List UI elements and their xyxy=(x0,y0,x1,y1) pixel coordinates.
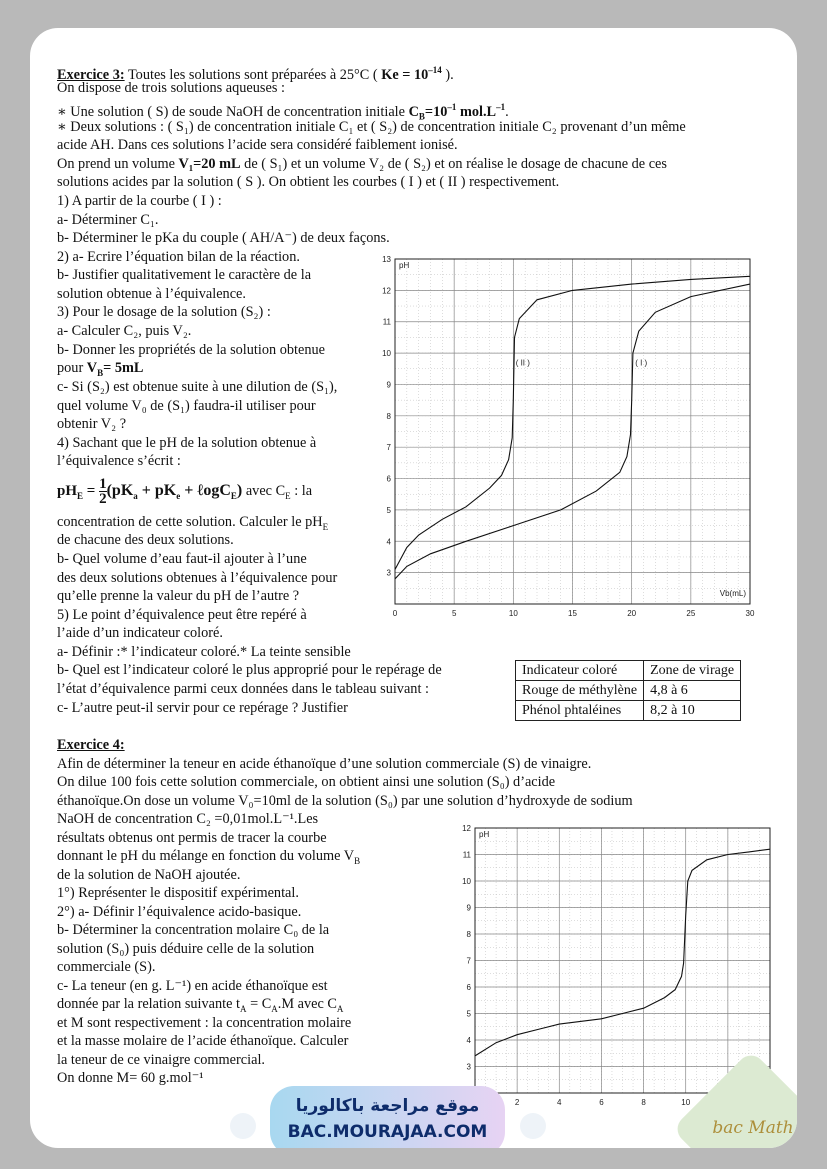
x-tick-label: 15 xyxy=(568,609,577,618)
phe-sub: E xyxy=(322,521,329,532)
ex3-q4a-2: l’équivalence s’écrit : xyxy=(57,453,181,469)
ex3-q2b-2: solution obtenue à l’équivalence. xyxy=(57,286,246,302)
table-header-cell: Zone de virage xyxy=(644,661,741,681)
y-tick-label: 7 xyxy=(466,956,471,966)
y-tick-label: 11 xyxy=(462,850,471,860)
ca-sub: A xyxy=(271,1003,278,1014)
sol-s-text: ∗ Une solution ( S) de soude NaOH de concentration initiale xyxy=(57,103,409,120)
ta-text: donnée par la relation suivante t xyxy=(57,996,241,1012)
x-tick-label: 0 xyxy=(392,609,398,618)
table-header-cell: Indicateur coloré xyxy=(516,661,644,681)
table-row xyxy=(516,701,741,721)
left-logo-icon xyxy=(230,1113,256,1139)
v1-prefix: On prend un volume xyxy=(57,156,179,172)
ca-sub-2: A xyxy=(336,1003,344,1014)
banner-url[interactable]: BAC.MOURAJAA.COM xyxy=(287,1122,488,1142)
ex3-line-6 xyxy=(57,155,667,173)
y-tick-label: 8 xyxy=(386,411,391,421)
y-tick-label: 11 xyxy=(382,317,391,327)
formula-a: a xyxy=(133,491,138,501)
ex3-line-4: ∗ Deux solutions : ( S₁) de concentration initiale C₁ et ( S₂) de concentration initiale C₂ provenant d’un même xyxy=(57,119,686,135)
y-tick-label: 9 xyxy=(466,903,471,913)
formula-after-end: : la xyxy=(290,483,313,499)
ke-exponent: –14 xyxy=(428,65,442,75)
cb-unit-exp: –1 xyxy=(496,102,506,112)
ex3-q5b-1: b- Quel est l’indicateur coloré le plus approprié pour le repérage de xyxy=(57,662,442,678)
ph-formula xyxy=(57,475,312,512)
y-axis-label: pH xyxy=(399,261,410,270)
ex4-line-3: éthanoïque.On dose un volume V₀=10ml de la solution (S₀) par une solution d’hydroxyde de sodium xyxy=(57,793,633,809)
curve-label: ( II ) xyxy=(515,358,530,368)
vb-sub: B xyxy=(97,367,104,378)
ex4-line-1: Afin de déterminer la teneur en acide éthanoïque d’une solution commerciale (S) de vinaigre. xyxy=(57,756,592,772)
ex3-q1b: b- Déterminer le pKa du couple ( AH/A⁻) de deux façons. xyxy=(57,230,390,246)
ex4-line-2: On dilue 100 fois cette solution commerciale, on obtient ainsi une solution (S₀) d’acide xyxy=(57,774,556,790)
y-tick-label: 3 xyxy=(386,568,391,578)
ex3-q5b-2: l’état d’équivalence parmi ceux données dans le tableau suivant : xyxy=(57,681,429,697)
ex3-q4a-1: 4) Sachant que le pH de la solution obtenue à xyxy=(57,435,317,451)
ex3-q5-2: l’aide d’un indicateur coloré. xyxy=(57,625,223,641)
ex3-q4b-3: qu’elle prenne la valeur du pH de l’autre ? xyxy=(57,588,300,604)
ex4-title-text: Exercice 4: xyxy=(57,737,125,753)
worksheet-page xyxy=(30,28,797,1148)
ex3-q1a: a- Déterminer C₁. xyxy=(57,212,159,228)
y-tick-label: 5 xyxy=(386,505,391,515)
y-tick-label: 8 xyxy=(466,930,471,939)
y-tick-label: 4 xyxy=(386,537,391,547)
y-axis-label: pH xyxy=(479,830,490,839)
phe-text: concentration de cette solution. Calculer le pH xyxy=(57,514,323,530)
ex4-line-5: résultats obtenus ont permis de tracer la courbe xyxy=(57,830,327,846)
y-tick-label: 12 xyxy=(382,286,391,296)
ex4-line-4: NaOH de concentration C₂ =0,01mol.L⁻¹.Les xyxy=(57,811,319,827)
x-tick-label: 20 xyxy=(627,609,637,618)
ex4-q2c-1: c- La teneur (en g. L⁻¹) en acide éthanoïque est xyxy=(57,978,328,994)
x-tick-label: 10 xyxy=(508,609,518,618)
ex3-q4b-1: b- Quel volume d’eau faut-il ajouter à l’une xyxy=(57,551,307,567)
ex4-q2c-4: et la masse molaire de l’acide éthanoïque. Calculer xyxy=(57,1033,349,1049)
cb-unit: mol.L xyxy=(456,103,497,120)
y-tick-label: 9 xyxy=(386,380,391,390)
cb-exp: –1 xyxy=(447,102,457,112)
ex3-title: Exercice 3: xyxy=(57,66,125,83)
x-tick-label: 30 xyxy=(745,609,755,618)
ex3-line-7: solutions acides par la solution ( S ). On obtient les courbes ( I ) et ( II ) respectivement. xyxy=(57,174,560,190)
y-tick-label: 7 xyxy=(386,443,391,453)
ex3-q2b-1: b- Justifier qualitativement le caractère de la xyxy=(57,267,312,283)
ke-value: Ke = 10 xyxy=(381,66,429,83)
ex3-q3b-1: b- Donner les propriétés de la solution obtenue xyxy=(57,342,325,358)
ex4-q1: 1°) Représenter le dispositif expérimental. xyxy=(57,885,299,901)
ta-sub: A xyxy=(240,1003,247,1014)
y-tick-label: 13 xyxy=(382,255,391,264)
ex3-q3c-3: obtenir V₂ ? xyxy=(57,416,127,432)
ex3-q3c-2: quel volume V₀ de (S₁) faudra-il utiliser pour xyxy=(57,398,316,414)
curve-series-1 xyxy=(475,849,770,1056)
y-tick-label: 3 xyxy=(466,1062,471,1072)
v1-suffix: de ( S₁) et un volume V₂ de ( S₂) et on réalise le dosage de chacune de ces xyxy=(240,156,667,172)
formula-after: avec C xyxy=(242,483,286,499)
site-banner[interactable] xyxy=(270,1086,505,1148)
ex4-q2c-5: la teneur de ce vinaigre commercial. xyxy=(57,1052,265,1068)
cb-end: . xyxy=(505,103,509,120)
formula-E: E xyxy=(230,491,237,501)
table-header-row xyxy=(516,661,741,681)
formula-num: 1 xyxy=(99,476,107,493)
curve-label: ( I ) xyxy=(635,358,648,368)
ex3-q5a: a- Définir :* l’indicateur coloré.* La teinte sensible xyxy=(57,644,351,660)
ph-titration-chart-ex4 xyxy=(450,818,780,1108)
formula-lhs-sub: E xyxy=(77,491,84,501)
formula-after-sub: E xyxy=(285,491,291,501)
y-tick-label: 12 xyxy=(462,824,471,833)
formula-eq: = xyxy=(83,483,100,499)
y-tick-label: 5 xyxy=(466,1009,471,1019)
x-tick-label: 6 xyxy=(599,1098,604,1107)
formula-plus2: + ℓogC xyxy=(180,482,231,499)
formula-e: e xyxy=(176,491,181,501)
ex4-q2c-6: On donne M= 60 g.mol⁻¹ xyxy=(57,1070,204,1086)
ex4-q2b-2: solution (S₀) puis déduire celle de la solution xyxy=(57,941,315,957)
y-tick-label: 4 xyxy=(466,1036,471,1045)
x-tick-label: 10 xyxy=(681,1098,691,1107)
ex3-q3: 3) Pour le dosage de la solution (S₂) : xyxy=(57,304,271,320)
ca-text: = C xyxy=(246,996,272,1012)
x-tick-label: 25 xyxy=(686,609,696,618)
y-tick-label: 6 xyxy=(386,474,391,484)
table-cell: 4,8 à 6 xyxy=(644,681,741,701)
ex3-q4b-2: des deux solutions obtenues à l’équivalence pour xyxy=(57,570,338,586)
ex4-title xyxy=(57,736,125,754)
right-logo-icon xyxy=(520,1113,546,1139)
ex4-q2c-3: et M sont respectivement : la concentration molaire xyxy=(57,1015,352,1031)
ex4-line-7: de la solution de NaOH ajoutée. xyxy=(57,867,241,883)
x-tick-label: 2 xyxy=(514,1098,520,1107)
x-tick-label: 8 xyxy=(641,1098,646,1107)
ex3-q3a: a- Calculer C₂, puis V₂. xyxy=(57,323,192,339)
x-tick-label: 4 xyxy=(557,1098,562,1107)
formula-body: (pK xyxy=(106,482,134,499)
ex4-q2a: 2°) a- Définir l’équivalence acido-basique. xyxy=(57,904,302,920)
ex3-line-2: On dispose de trois solutions aqueuses : xyxy=(57,80,285,96)
y-tick-label: 10 xyxy=(382,349,391,359)
ex3-line-5: acide AH. Dans ces solutions l’acide sera considéré faiblement ionisé. xyxy=(57,137,458,153)
ex3-q4a-4: de chacune des deux solutions. xyxy=(57,532,234,548)
ex3-q5-1: 5) Le point d’équivalence peut être repéré à xyxy=(57,607,307,623)
vb-prefix: pour xyxy=(57,360,87,376)
bacmath-label: bac Math xyxy=(712,1118,794,1138)
table-row xyxy=(516,681,741,701)
vb-text-sub: B xyxy=(354,855,361,866)
formula-plus1: + pK xyxy=(137,482,177,499)
ex3-q5c: c- L’autre peut-il servir pour ce repérage ? Justifier xyxy=(57,700,348,716)
ex3-intro-end: ). xyxy=(441,66,454,83)
formula-fraction xyxy=(99,477,107,506)
cb-symbol: C xyxy=(408,103,419,120)
x-axis-label: Vb(mL) xyxy=(719,589,746,598)
ex3-q1: 1) A partir de la courbe ( I ) : xyxy=(57,193,222,209)
ca-text-2: .M avec C xyxy=(277,996,337,1012)
formula-den: 2 xyxy=(99,491,107,508)
vb-value: = 5mL xyxy=(103,360,144,376)
indicator-table xyxy=(515,660,741,721)
ph-titration-chart-ex3 xyxy=(370,253,760,628)
vb-text: donnant le pH du mélange en fonction du volume V xyxy=(57,848,355,864)
ex3-intro: Toutes les solutions sont préparées à 25°C ( xyxy=(124,66,382,83)
table-cell: 8,2 à 10 xyxy=(644,701,741,721)
formula-lhs: pH xyxy=(57,483,78,499)
ex3-q2a: 2) a- Ecrire l’équation bilan de la réaction. xyxy=(57,249,300,265)
ex4-q2b-3: commerciale (S). xyxy=(57,959,156,975)
ex4-q2b-1: b- Déterminer la concentration molaire C₀ de la xyxy=(57,922,330,938)
table-cell: Phénol phtaléines xyxy=(516,701,644,721)
v1-value: V₁=20 mL xyxy=(178,156,241,172)
cb-sub: B xyxy=(418,111,425,122)
vb-symbol: V xyxy=(86,360,98,376)
formula-close: ) xyxy=(236,482,243,499)
table-cell: Rouge de méthylène xyxy=(516,681,644,701)
x-tick-label: 5 xyxy=(451,609,457,618)
cb-value: =10 xyxy=(424,103,448,120)
banner-arabic: موقع مراجعة باكالوريا xyxy=(295,1096,480,1116)
ex3-q3c-1: c- Si (S₂) est obtenue suite à une dilution de (S₁), xyxy=(57,379,338,395)
y-tick-label: 6 xyxy=(466,983,471,992)
y-tick-label: 10 xyxy=(462,877,471,886)
